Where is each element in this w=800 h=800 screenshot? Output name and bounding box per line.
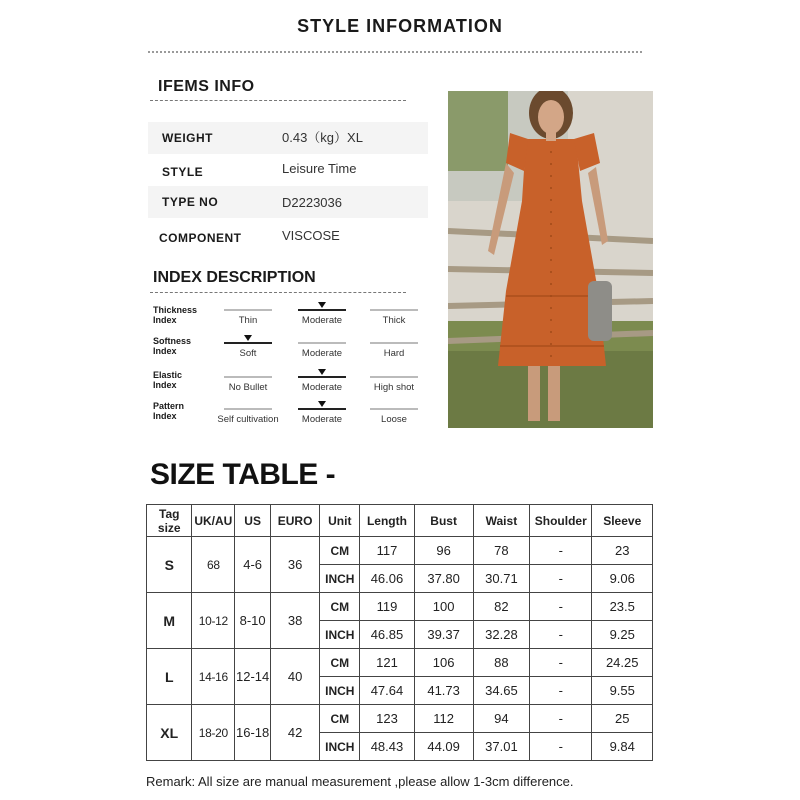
index-option-label: Thin: [238, 315, 258, 326]
column-header: UK/AU: [192, 505, 235, 537]
shoulder-cell: -: [530, 621, 592, 649]
index-option-label: Moderate: [301, 348, 343, 359]
index-row-softness: [153, 336, 213, 356]
unit-cell: INCH: [320, 565, 360, 593]
length-cell: 46.85: [360, 621, 414, 649]
item-value: VISCOSE: [282, 228, 340, 243]
column-header: Shoulder: [530, 505, 592, 537]
length-cell: 123: [360, 705, 414, 733]
index-option-label: Hard: [383, 348, 405, 359]
bust-cell: 44.09: [414, 733, 473, 761]
items-info-title: IFEMS INFO: [158, 78, 255, 95]
sleeve-cell: 23: [592, 537, 653, 565]
column-header: Tag size: [147, 505, 192, 537]
index-label: [153, 336, 213, 356]
waist-cell: 88: [473, 649, 529, 677]
item-label: TYPE NO: [162, 195, 219, 209]
index-scale-bar: [370, 376, 418, 378]
sleeve-cell: 25: [592, 705, 653, 733]
index-label-line: Softness: [153, 336, 192, 346]
bust-cell: 100: [414, 593, 473, 621]
waist-cell: 82: [473, 593, 529, 621]
index-option-label: High shot: [373, 382, 415, 393]
length-cell: 121: [360, 649, 414, 677]
waist-cell: 94: [473, 705, 529, 733]
item-row-component: [148, 220, 428, 252]
unit-cell: CM: [320, 649, 360, 677]
index-row-elastic: [153, 370, 213, 390]
item-row-weight: [148, 122, 428, 154]
sleeve-cell: 23.5: [592, 593, 653, 621]
us-size-cell: 16-18: [235, 705, 271, 761]
table-row: [147, 705, 653, 733]
column-header: EURO: [271, 505, 320, 537]
size-tag-cell: M: [147, 593, 192, 649]
index-scale-bar: [298, 408, 346, 410]
waist-cell: 34.65: [473, 677, 529, 705]
index-option-label: Moderate: [301, 315, 343, 326]
bust-cell: 96: [414, 537, 473, 565]
shoulder-cell: -: [530, 593, 592, 621]
size-table: [146, 504, 653, 761]
header-divider: [148, 51, 642, 53]
euro-size-cell: 38: [271, 593, 320, 649]
shoulder-cell: -: [530, 705, 592, 733]
size-tag-cell: XL: [147, 705, 192, 761]
shoulder-cell: -: [530, 733, 592, 761]
index-scale-bar: [370, 342, 418, 344]
item-value: D2223036: [282, 195, 342, 210]
size-tag-cell: L: [147, 649, 192, 705]
euro-size-cell: 42: [271, 705, 320, 761]
size-tag-cell: S: [147, 537, 192, 593]
index-scale-bar: [370, 408, 418, 410]
index-description-divider: [150, 292, 406, 293]
index-label: [153, 370, 213, 390]
bust-cell: 41.73: [414, 677, 473, 705]
waist-cell: 30.71: [473, 565, 529, 593]
table-row: [147, 593, 653, 621]
index-label-line: Index: [153, 315, 177, 325]
size-table-title: SIZE TABLE -: [150, 458, 336, 491]
unit-cell: INCH: [320, 677, 360, 705]
waist-cell: 78: [473, 537, 529, 565]
unit-cell: CM: [320, 705, 360, 733]
index-option-label: No Bullet: [228, 382, 268, 393]
index-label-line: Pattern: [153, 401, 185, 411]
size-table-header-row: [147, 505, 653, 537]
uk-size-cell: 68: [192, 537, 235, 593]
selected-marker-icon: [318, 302, 326, 308]
column-header: Sleeve: [592, 505, 653, 537]
bust-cell: 112: [414, 705, 473, 733]
unit-cell: INCH: [320, 733, 360, 761]
waist-cell: 32.28: [473, 621, 529, 649]
shoulder-cell: -: [530, 649, 592, 677]
item-row-type-no: [148, 186, 428, 218]
product-photo: [448, 91, 653, 428]
uk-size-cell: 10-12: [192, 593, 235, 649]
item-value: Leisure Time: [282, 161, 357, 176]
us-size-cell: 4-6: [235, 537, 271, 593]
items-info-divider: [150, 100, 406, 101]
index-scale-bar: [224, 408, 272, 410]
item-row-style: [148, 154, 428, 186]
index-scale-bar: [298, 376, 346, 378]
shoulder-cell: -: [530, 677, 592, 705]
index-option-label: Thick: [382, 315, 406, 326]
selected-marker-icon: [244, 335, 252, 341]
index-row-thickness: [153, 305, 213, 325]
item-label: STYLE: [162, 165, 204, 179]
unit-cell: CM: [320, 537, 360, 565]
length-cell: 47.64: [360, 677, 414, 705]
size-remark: Remark: All size are manual measurement ,please allow 1-3cm difference.: [146, 774, 574, 789]
index-label-line: Elastic: [153, 370, 183, 380]
euro-size-cell: 36: [271, 537, 320, 593]
unit-cell: INCH: [320, 621, 360, 649]
bust-cell: 106: [414, 649, 473, 677]
column-header: Length: [360, 505, 414, 537]
index-scale-bar: [298, 342, 346, 344]
index-label: [153, 305, 213, 325]
shoulder-cell: -: [530, 565, 592, 593]
index-row-pattern: [153, 401, 213, 421]
selected-marker-icon: [318, 369, 326, 375]
unit-cell: CM: [320, 593, 360, 621]
index-scale-bar: [370, 309, 418, 311]
table-row: [147, 537, 653, 565]
euro-size-cell: 40: [271, 649, 320, 705]
selected-marker-icon: [318, 401, 326, 407]
page-title: STYLE INFORMATION: [297, 16, 503, 36]
sleeve-cell: 9.84: [592, 733, 653, 761]
sleeve-cell: 9.25: [592, 621, 653, 649]
index-option-label: Soft: [239, 348, 257, 359]
index-scale-bar: [224, 376, 272, 378]
index-scale-bar: [298, 309, 346, 311]
index-option-label: Self cultivation: [217, 414, 279, 425]
length-cell: 119: [360, 593, 414, 621]
sleeve-cell: 9.06: [592, 565, 653, 593]
us-size-cell: 8-10: [235, 593, 271, 649]
item-value: 0.43（kg）XL: [282, 130, 363, 145]
length-cell: 117: [360, 537, 414, 565]
shoulder-cell: -: [530, 537, 592, 565]
us-size-cell: 12-14: [235, 649, 271, 705]
index-description-title: INDEX DESCRIPTION: [153, 269, 316, 286]
index-label-line: Index: [153, 380, 177, 390]
column-header: Waist: [473, 505, 529, 537]
item-label: COMPONENT: [159, 231, 242, 245]
bust-cell: 39.37: [414, 621, 473, 649]
table-row: [147, 649, 653, 677]
index-label-line: Index: [153, 411, 177, 421]
sleeve-cell: 24.25: [592, 649, 653, 677]
index-scale-bar: [224, 309, 272, 311]
waist-cell: 37.01: [473, 733, 529, 761]
index-scale-bar: [224, 342, 272, 344]
index-option-label: Moderate: [301, 414, 343, 425]
bust-cell: 37.80: [414, 565, 473, 593]
length-cell: 48.43: [360, 733, 414, 761]
column-header: Unit: [320, 505, 360, 537]
size-table-body: [147, 537, 653, 761]
index-option-label: Loose: [381, 414, 407, 425]
item-label: WEIGHT: [162, 131, 213, 145]
index-label-line: Index: [153, 346, 177, 356]
uk-size-cell: 18-20: [192, 705, 235, 761]
uk-size-cell: 14-16: [192, 649, 235, 705]
sleeve-cell: 9.55: [592, 677, 653, 705]
length-cell: 46.06: [360, 565, 414, 593]
column-header: Bust: [414, 505, 473, 537]
column-header: US: [235, 505, 271, 537]
index-option-label: Moderate: [301, 382, 343, 393]
index-label-line: Thickness: [153, 305, 198, 315]
index-label: [153, 401, 213, 421]
